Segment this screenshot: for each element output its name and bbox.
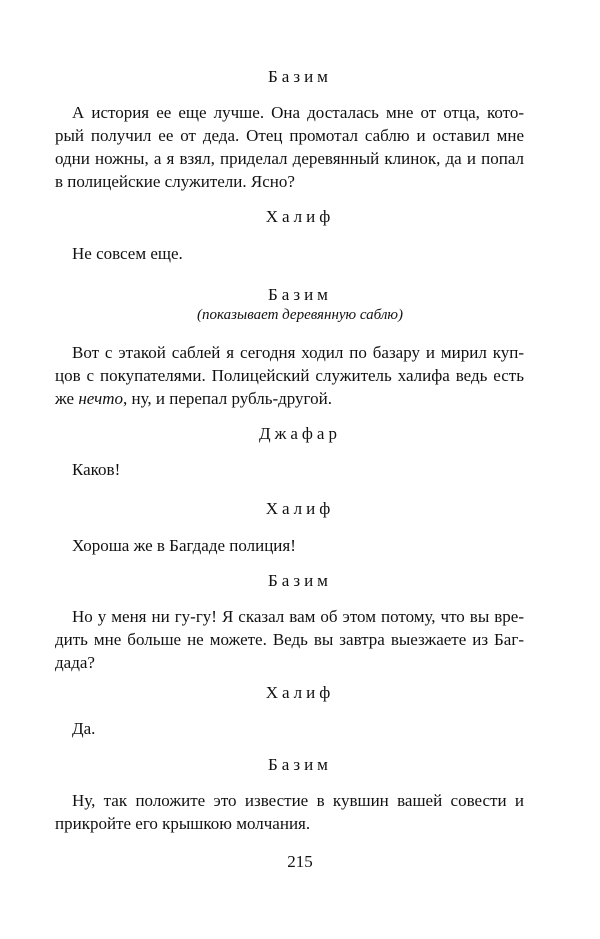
text-line: дада? [55, 653, 95, 672]
stage-direction: (показывает деревянную саблю) [197, 307, 403, 323]
text-line: дить мне больше не можете. Ведь вы завтра выезжаете из Баг- [55, 630, 524, 649]
text-line: Вот с этакой саблей я сегодня ходил по базару и мирил куп- [72, 343, 524, 362]
speaker-name: Джафар [259, 424, 341, 443]
speaker-name: Халиф [265, 499, 335, 518]
speaker-name: Халиф [265, 207, 335, 226]
text-segment: же [55, 389, 79, 408]
text-line: цов с покупателями. Полицейский служитель халифа ведь есть [55, 366, 524, 385]
text-line: Да. [72, 719, 96, 738]
speaker-name: Базим [268, 755, 332, 774]
text-segment: , ну, и перепал рубль-другой. [122, 389, 332, 408]
text-line: в полицейские служители. Ясно? [55, 172, 295, 191]
text-line: Хороша же в Багдаде полиция! [72, 536, 296, 555]
text-line: Ну, так положите это известие в кувшин вашей совести и [72, 791, 524, 810]
text-line: А история ее еще лучше. Она досталась мне от отца, кото- [72, 103, 524, 122]
speaker-name: Базим [268, 285, 332, 304]
speaker-name: Базим [268, 67, 332, 86]
speaker-name: Базим [268, 571, 332, 590]
italic-word: нечто [78, 389, 123, 408]
text-line: Каков! [72, 460, 121, 479]
text-line: одни ножны, а я взял, приделал деревянный клинок, да и попал [55, 149, 524, 168]
text-line: Но у меня ни гу-гу! Я сказал вам об этом потому, что вы вре- [72, 607, 524, 626]
speaker-name: Халиф [265, 683, 335, 702]
text-line: рый получил ее от деда. Отец промотал саблю и оставил мне [55, 126, 524, 145]
text-line: Не совсем еще. [72, 244, 183, 263]
page-number: 215 [287, 852, 313, 871]
text-line [55, 389, 332, 409]
text-line: прикройте его крышкою молчания. [55, 814, 311, 833]
